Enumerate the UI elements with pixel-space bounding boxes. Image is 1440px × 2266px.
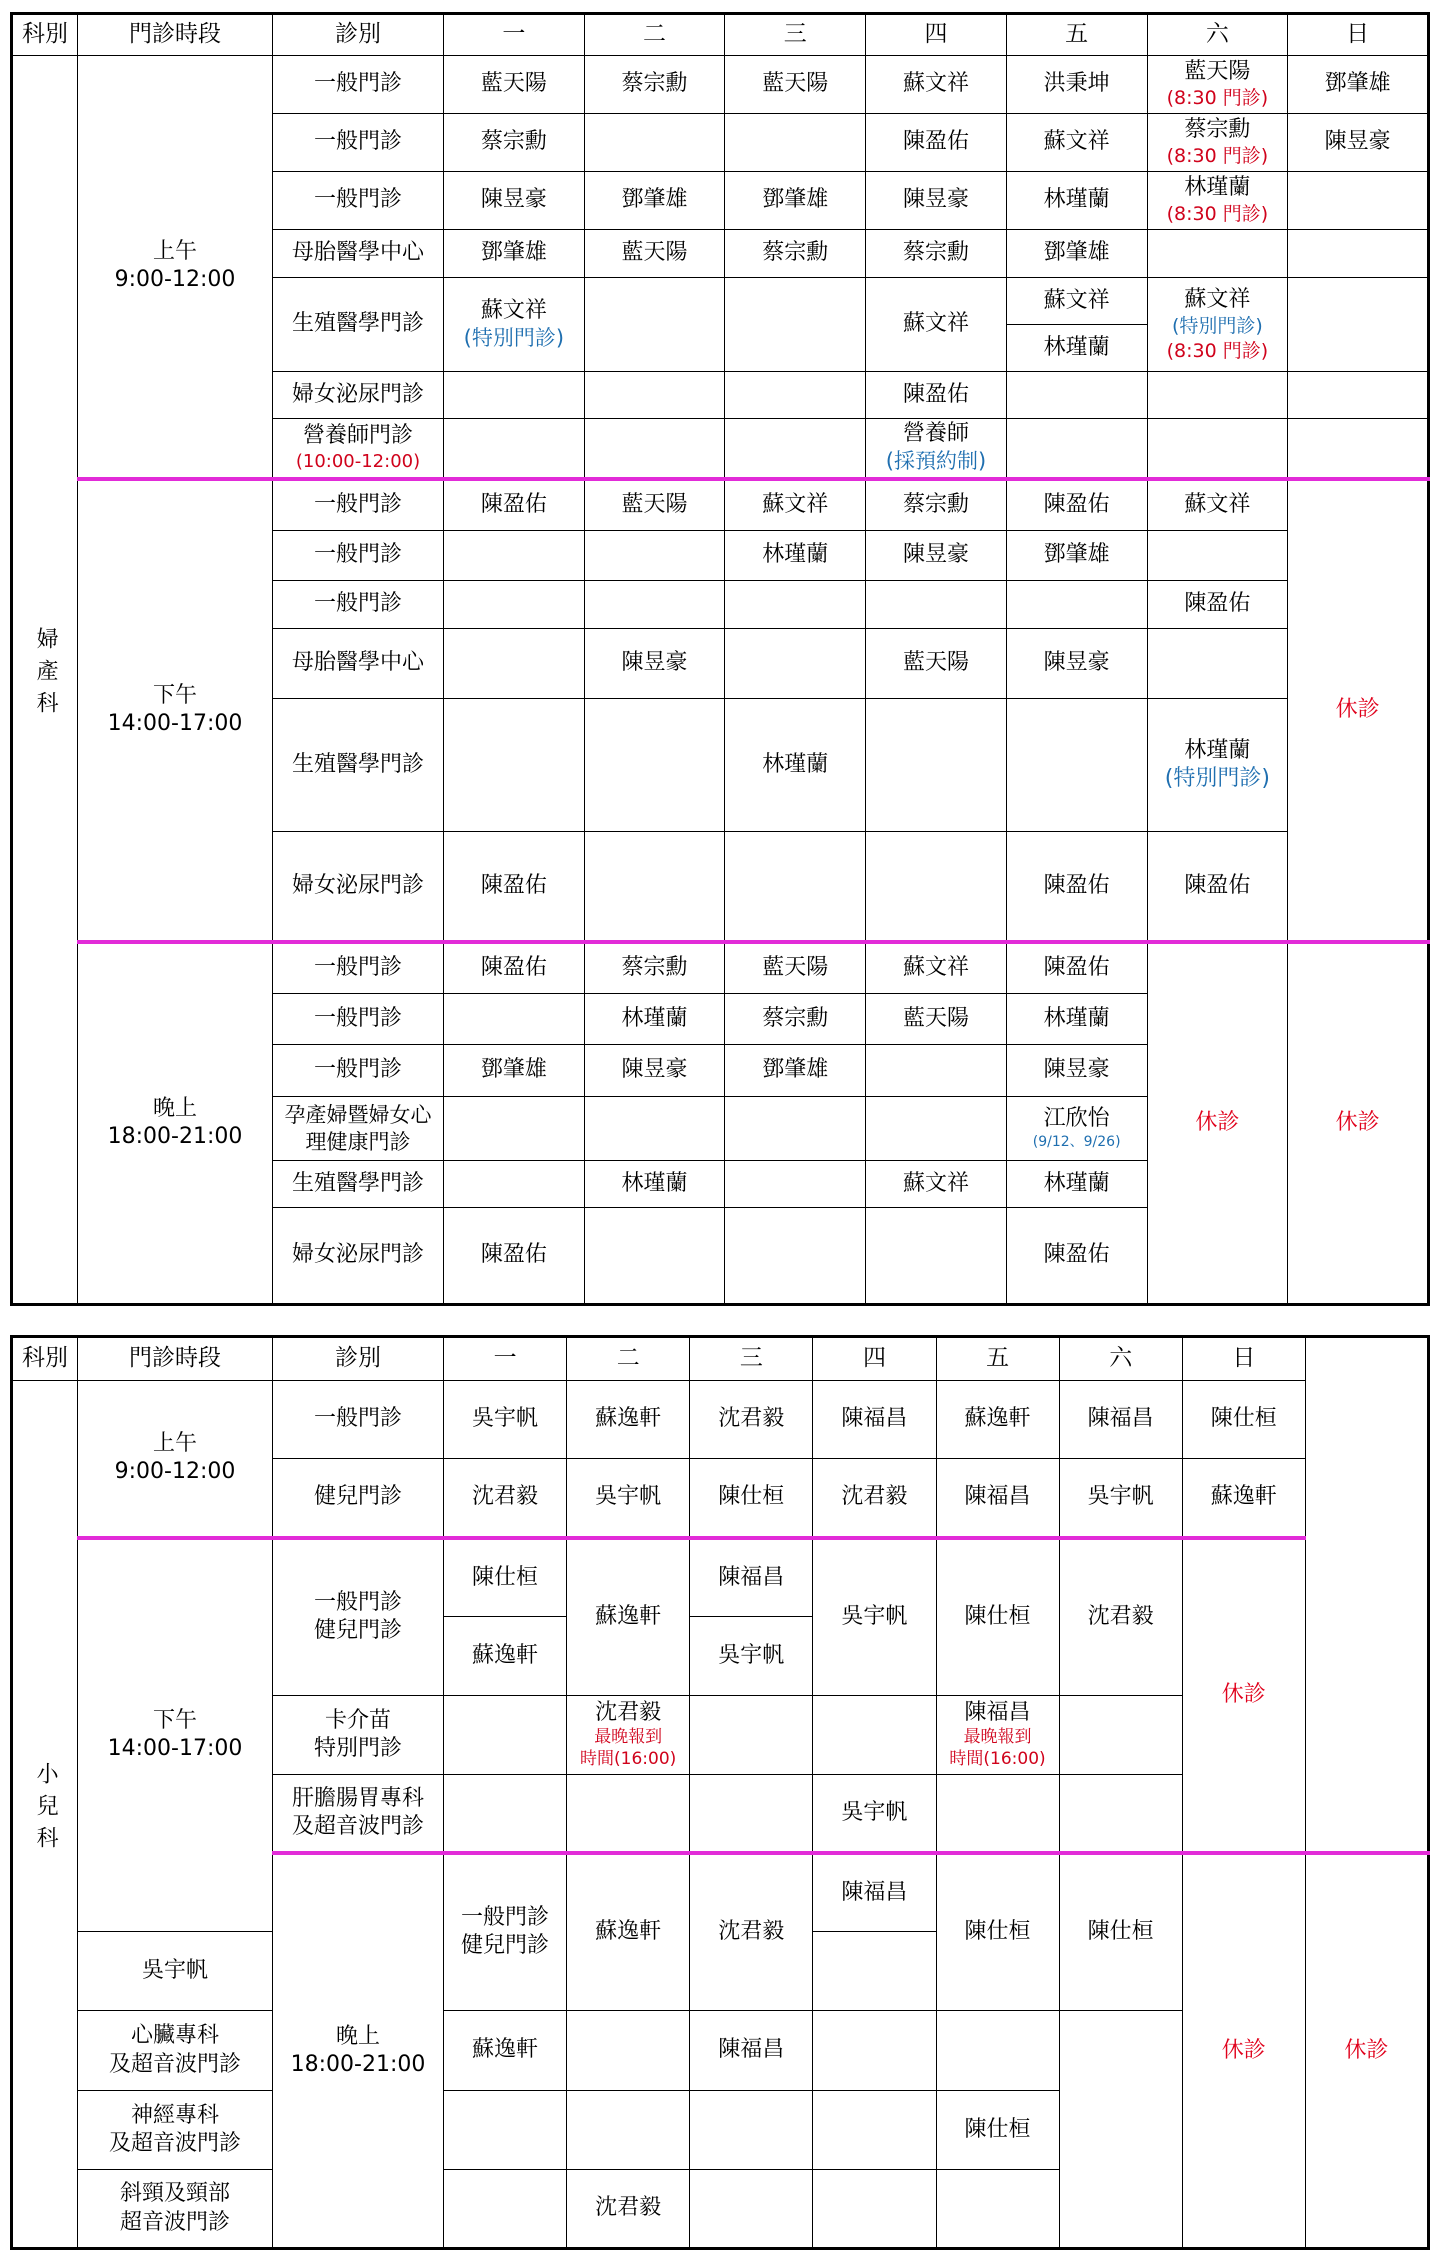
doctor-cell: 鄧肇雄 xyxy=(444,1045,585,1097)
doctor-cell xyxy=(584,531,725,581)
doctor-cell: 陳仕桓 xyxy=(936,1538,1059,1696)
doctor-cell: 蘇逸軒 xyxy=(567,1538,690,1696)
clinic-note: (8:30 門診) xyxy=(1166,339,1269,362)
doctor-cell: 陳盈佑 xyxy=(1006,479,1147,531)
doctor-cell xyxy=(725,581,866,629)
doctor-cell xyxy=(584,1097,725,1161)
doctor-cell: 林瑾蘭 xyxy=(725,699,866,832)
doctor-cell: 蘇文祥 xyxy=(866,1161,1007,1208)
doctor-cell: 藍天陽 xyxy=(866,994,1007,1045)
doctor-cell: 陳盈佑 xyxy=(1006,942,1147,994)
doctor-cell: 陳仕桓 xyxy=(444,1538,567,1617)
doctor-cell: 藍天陽 xyxy=(444,56,585,114)
clinic-name xyxy=(273,1775,444,1853)
doctor-cell xyxy=(813,2011,936,2091)
session-label: 上午 xyxy=(152,1431,197,1457)
doctor-cell xyxy=(444,372,585,419)
doctor-cell xyxy=(690,2091,813,2170)
table-row xyxy=(12,1538,1429,1617)
doctor-cell xyxy=(444,1097,585,1161)
session-hours: 18:00-21:00 xyxy=(290,2051,426,2077)
clinic-name: 婦女泌尿門診 xyxy=(273,832,444,942)
doctor-cell: 吳宇帆 xyxy=(78,1932,273,2011)
doctor-name: 林瑾蘭 xyxy=(1184,175,1251,201)
header-day-thu: 四 xyxy=(813,1337,936,1381)
clinic-note: (特別門診) xyxy=(1171,315,1263,338)
doctor-cell: 陳福昌 xyxy=(813,1381,936,1459)
doctor-cell xyxy=(866,1045,1007,1097)
dept-label: 小兒科 xyxy=(33,1761,59,1858)
doctor-cell: 蔡宗勳 xyxy=(584,56,725,114)
clinic-name: 一般門診 xyxy=(273,581,444,629)
doctor-cell xyxy=(866,699,1007,832)
doctor-cell: 蘇逸軒 xyxy=(567,1853,690,2011)
doctor-cell: 吳宇帆 xyxy=(813,1775,936,1853)
doctor-cell: 鄧肇雄 xyxy=(1006,531,1147,581)
doctor-cell xyxy=(725,278,866,372)
doctor-cell: 林瑾蘭 xyxy=(1006,994,1147,1045)
doctor-cell: 陳昱豪 xyxy=(866,531,1007,581)
doctor-cell: 陳昱豪 xyxy=(1006,1045,1147,1097)
clinic-hours-note: (10:00-12:00) xyxy=(295,451,421,473)
doctor-cell: 陳福昌 xyxy=(1059,1381,1182,1459)
header-day-sun: 日 xyxy=(1182,1337,1305,1381)
clinic-note: 最晚報到 xyxy=(963,1727,1032,1748)
table-row xyxy=(12,56,1429,114)
clinic-name: 一般門診 xyxy=(273,1381,444,1459)
doctor-name: 蘇文祥 xyxy=(1184,287,1251,313)
clinic-note: 最晚報到 xyxy=(594,1727,663,1748)
table-row xyxy=(12,1381,1429,1459)
doctor-cell xyxy=(567,2091,690,2170)
clinic-label: 斜頸及頸部 xyxy=(119,2181,230,2207)
doctor-cell xyxy=(444,2091,567,2170)
doctor-cell: 林瑾蘭 xyxy=(1006,1161,1147,1208)
doctor-cell: 蘇文祥 xyxy=(866,278,1007,372)
doctor-cell xyxy=(1006,419,1147,479)
doctor-cell: 沈君毅 xyxy=(567,2170,690,2249)
session-hours: 14:00-17:00 xyxy=(107,1736,243,1762)
header-day-tue: 二 xyxy=(567,1337,690,1381)
doctor-name: 蔡宗勳 xyxy=(1184,117,1251,143)
clinic-name xyxy=(273,1538,444,1696)
doctor-cell: 吳宇帆 xyxy=(813,1538,936,1696)
doctor-cell xyxy=(444,1161,585,1208)
header-day-sun: 日 xyxy=(1288,14,1429,56)
doctor-cell: 陳昱豪 xyxy=(866,172,1007,230)
session-hours: 18:00-21:00 xyxy=(107,1124,243,1150)
closed-cell: 休診 xyxy=(1147,942,1288,1305)
header-day-fri: 五 xyxy=(936,1337,1059,1381)
doctor-cell xyxy=(584,278,725,372)
doctor-cell xyxy=(584,419,725,479)
doctor-cell: 藍天陽 xyxy=(866,629,1007,699)
doctor-cell xyxy=(1147,629,1288,699)
doctor-cell xyxy=(866,1208,1007,1305)
doctor-cell: 蘇文祥 xyxy=(1006,278,1147,325)
session-label: 下午 xyxy=(152,1708,197,1734)
header-clinic: 診別 xyxy=(273,1337,444,1381)
clinic-name: 健兒門診 xyxy=(273,1459,444,1538)
doctor-name: 藍天陽 xyxy=(1184,59,1251,85)
doctor-cell xyxy=(813,2091,936,2170)
doctor-cell: 陳仕桓 xyxy=(1059,1853,1182,2011)
session-hours: 14:00-17:00 xyxy=(107,711,243,736)
header-day-sat: 六 xyxy=(1059,1337,1182,1381)
clinic-name xyxy=(78,2011,273,2091)
doctor-cell: 沈君毅 xyxy=(1059,1538,1182,1696)
doctor-cell: 陳盈佑 xyxy=(1147,832,1288,942)
clinic-name: 一般門診 xyxy=(273,114,444,172)
header-day-wed: 三 xyxy=(690,1337,813,1381)
clinic-label: 孕產婦暨婦女心 xyxy=(284,1102,432,1127)
doctor-name: 沈君毅 xyxy=(595,1700,662,1726)
doctor-cell xyxy=(1006,581,1147,629)
doctor-cell xyxy=(444,531,585,581)
clinic-name: 一般門診 xyxy=(273,531,444,581)
doctor-cell xyxy=(1147,172,1288,230)
doctor-cell: 蔡宗勳 xyxy=(725,994,866,1045)
header-day-mon: 一 xyxy=(444,1337,567,1381)
header-day-tue: 二 xyxy=(584,14,725,56)
doctor-cell: 鄧肇雄 xyxy=(1288,56,1429,114)
doctor-cell xyxy=(936,2170,1059,2249)
clinic-label: 卡介苗 xyxy=(324,1707,391,1733)
clinic-name: 一般門診 xyxy=(273,172,444,230)
clinic-name: 一般門診 xyxy=(273,942,444,994)
clinic-name: 婦女泌尿門診 xyxy=(273,1208,444,1305)
header-clinic: 診別 xyxy=(273,14,444,56)
doctor-cell: 吳宇帆 xyxy=(690,1617,813,1696)
table-row xyxy=(12,942,1429,994)
doctor-cell xyxy=(690,1696,813,1775)
doctor-cell: 沈君毅 xyxy=(690,1853,813,2011)
doctor-cell xyxy=(725,1161,866,1208)
clinic-name: 婦女泌尿門診 xyxy=(273,372,444,419)
doctor-cell: 陳福昌 xyxy=(936,1459,1059,1538)
clinic-name: 生殖醫學門診 xyxy=(273,699,444,832)
header-row xyxy=(12,1337,1429,1381)
closed-cell: 休診 xyxy=(1182,1853,1305,2249)
doctor-cell: 蔡宗勳 xyxy=(866,230,1007,278)
doctor-cell: 蘇文祥 xyxy=(725,479,866,531)
clinic-name: 一般門診 xyxy=(273,994,444,1045)
clinic-label: 及超音波門診 xyxy=(291,1813,424,1839)
clinic-note: (特別門診) xyxy=(463,326,565,351)
doctor-name: 陳福昌 xyxy=(964,1700,1031,1726)
doctor-cell: 鄧肇雄 xyxy=(725,1045,866,1097)
doctor-cell xyxy=(444,994,585,1045)
doctor-cell xyxy=(725,1097,866,1161)
doctor-cell: 陳昱豪 xyxy=(1288,114,1429,172)
doctor-cell: 蘇逸軒 xyxy=(1182,1459,1305,1538)
doctor-cell: 蔡宗勳 xyxy=(444,114,585,172)
doctor-cell xyxy=(1288,372,1429,419)
doctor-cell xyxy=(690,1775,813,1853)
doctor-name: 營養師 xyxy=(902,421,969,447)
doctor-cell xyxy=(866,832,1007,942)
doctor-cell: 陳盈佑 xyxy=(444,1208,585,1305)
doctor-cell xyxy=(1288,278,1429,372)
doctor-cell: 陳盈佑 xyxy=(444,832,585,942)
obgyn-schedule-table xyxy=(10,12,1430,1306)
doctor-cell xyxy=(936,1696,1059,1775)
dept-label: 婦產科 xyxy=(33,627,59,724)
clinic-name: 生殖醫學門診 xyxy=(273,278,444,372)
table-row xyxy=(12,479,1429,531)
clinic-name: 母胎醫學中心 xyxy=(273,230,444,278)
doctor-cell xyxy=(725,419,866,479)
doctor-cell xyxy=(567,2011,690,2091)
doctor-cell: 蘇逸軒 xyxy=(567,1381,690,1459)
clinic-label: 神經專科 xyxy=(130,2102,219,2128)
doctor-cell xyxy=(1288,172,1429,230)
doctor-cell: 沈君毅 xyxy=(690,1381,813,1459)
doctor-cell: 陳昱豪 xyxy=(584,629,725,699)
header-row xyxy=(12,14,1429,56)
clinic-label: 及超音波門診 xyxy=(108,2051,241,2077)
doctor-cell xyxy=(1147,278,1288,372)
header-day-sat: 六 xyxy=(1147,14,1288,56)
doctor-cell xyxy=(584,114,725,172)
doctor-cell xyxy=(813,1696,936,1775)
session-hours: 9:00-12:00 xyxy=(114,1459,236,1485)
doctor-cell: 陳盈佑 xyxy=(1006,1208,1147,1305)
session-label: 下午 xyxy=(152,682,197,708)
doctor-cell: 陳盈佑 xyxy=(1147,581,1288,629)
doctor-cell: 蔡宗勳 xyxy=(584,942,725,994)
doctor-cell xyxy=(1147,230,1288,278)
clinic-note: 時間(16:00) xyxy=(580,1749,677,1770)
doctor-cell: 吳宇帆 xyxy=(567,1459,690,1538)
doctor-cell: 蔡宗勳 xyxy=(866,479,1007,531)
clinic-note: 時間(16:00) xyxy=(949,1749,1046,1770)
doctor-cell xyxy=(444,581,585,629)
doctor-cell xyxy=(725,372,866,419)
doctor-cell: 蘇文祥 xyxy=(1147,479,1288,531)
doctor-cell xyxy=(444,629,585,699)
doctor-name: 江欣怡 xyxy=(1043,1106,1110,1132)
clinic-label: 心臟專科 xyxy=(130,2023,219,2049)
doctor-cell: 林瑾蘭 xyxy=(584,994,725,1045)
doctor-cell xyxy=(1147,419,1288,479)
clinic-label: 營養師門診 xyxy=(302,423,413,449)
clinic-name xyxy=(273,419,444,479)
doctor-cell xyxy=(444,278,585,372)
doctor-cell: 蘇文祥 xyxy=(866,56,1007,114)
doctor-cell xyxy=(1288,419,1429,479)
doctor-cell xyxy=(690,2170,813,2249)
header-day-mon: 一 xyxy=(444,14,585,56)
doctor-cell: 陳福昌 xyxy=(690,2011,813,2091)
doctor-cell: 藍天陽 xyxy=(725,942,866,994)
doctor-cell xyxy=(584,581,725,629)
header-day-fri: 五 xyxy=(1006,14,1147,56)
header-day-wed: 三 xyxy=(725,14,866,56)
doctor-cell: 林瑾蘭 xyxy=(1006,172,1147,230)
doctor-name: 林瑾蘭 xyxy=(1184,737,1251,763)
dept-cell-obgyn xyxy=(12,56,78,1305)
doctor-cell: 吳宇帆 xyxy=(1059,1459,1182,1538)
session-cell xyxy=(78,1538,273,1932)
clinic-name xyxy=(78,2170,273,2249)
doctor-cell xyxy=(1059,1775,1182,1853)
session-cell xyxy=(78,479,273,942)
doctor-cell xyxy=(725,832,866,942)
doctor-cell xyxy=(1006,1097,1147,1161)
doctor-cell xyxy=(725,114,866,172)
doctor-cell xyxy=(725,1208,866,1305)
header-dept: 科別 xyxy=(12,14,78,56)
doctor-cell xyxy=(444,2170,567,2249)
doctor-cell xyxy=(813,2170,936,2249)
doctor-cell xyxy=(1147,114,1288,172)
doctor-cell: 陳盈佑 xyxy=(866,114,1007,172)
doctor-cell: 吳宇帆 xyxy=(444,1381,567,1459)
doctor-cell: 陳福昌 xyxy=(813,1853,936,1932)
doctor-cell xyxy=(584,832,725,942)
session-cell xyxy=(78,1381,273,1538)
peds-schedule-table xyxy=(10,1335,1430,2250)
doctor-cell: 洪秉坤 xyxy=(1006,56,1147,114)
doctor-cell: 陳昱豪 xyxy=(1006,629,1147,699)
doctor-cell: 蘇逸軒 xyxy=(444,2011,567,2091)
doctor-cell xyxy=(936,1775,1059,1853)
doctor-cell xyxy=(444,699,585,832)
doctor-cell: 陳盈佑 xyxy=(866,372,1007,419)
doctor-cell: 藍天陽 xyxy=(584,230,725,278)
doctor-cell: 陳仕桓 xyxy=(936,1853,1059,2011)
clinic-name: 生殖醫學門診 xyxy=(273,1161,444,1208)
doctor-cell: 藍天陽 xyxy=(584,479,725,531)
header-dept: 科別 xyxy=(12,1337,78,1381)
clinic-name xyxy=(273,1097,444,1161)
doctor-cell: 陳昱豪 xyxy=(444,172,585,230)
doctor-cell xyxy=(1147,531,1288,581)
doctor-cell: 陳福昌 xyxy=(690,1538,813,1617)
clinic-note: (8:30 門診) xyxy=(1166,87,1269,110)
doctor-name: 蘇文祥 xyxy=(480,297,547,323)
clinic-label: 健兒門診 xyxy=(461,1933,550,1959)
clinic-note: (採預約制) xyxy=(885,449,987,474)
doctor-cell: 蘇文祥 xyxy=(866,942,1007,994)
header-period: 門診時段 xyxy=(78,14,273,56)
doctor-cell: 陳盈佑 xyxy=(444,479,585,531)
doctor-cell: 鄧肇雄 xyxy=(584,172,725,230)
doctor-cell: 陳仕桓 xyxy=(690,1459,813,1538)
doctor-cell xyxy=(444,419,585,479)
clinic-name: 一般門診 xyxy=(273,56,444,114)
doctor-cell xyxy=(1147,699,1288,832)
header-day-thu: 四 xyxy=(866,14,1007,56)
doctor-cell xyxy=(567,1775,690,1853)
session-cell xyxy=(273,1853,444,2249)
clinic-note: (8:30 門診) xyxy=(1166,203,1269,226)
doctor-cell xyxy=(1288,230,1429,278)
clinic-label: 肝膽腸胃專科 xyxy=(291,1785,424,1811)
clinic-label: 及超音波門診 xyxy=(108,2131,241,2156)
doctor-cell xyxy=(1006,699,1147,832)
header-period: 門診時段 xyxy=(78,1337,273,1381)
clinic-label: 健兒門診 xyxy=(313,1618,402,1644)
doctor-cell xyxy=(444,1775,567,1853)
doctor-cell xyxy=(1147,372,1288,419)
doctor-cell: 陳盈佑 xyxy=(1006,832,1147,942)
clinic-label: 超音波門診 xyxy=(119,2209,230,2235)
session-label: 晚上 xyxy=(335,2023,380,2049)
doctor-cell xyxy=(725,629,866,699)
doctor-cell xyxy=(1059,1696,1182,1775)
closed-cell: 休診 xyxy=(1305,1853,1428,2249)
doctor-cell: 鄧肇雄 xyxy=(725,172,866,230)
doctor-cell xyxy=(584,699,725,832)
doctor-cell: 蔡宗勳 xyxy=(725,230,866,278)
session-hours: 9:00-12:00 xyxy=(114,267,236,293)
doctor-cell: 林瑾蘭 xyxy=(725,531,866,581)
session-cell xyxy=(78,942,273,1305)
doctor-cell xyxy=(1147,56,1288,114)
doctor-cell: 蘇文祥 xyxy=(1006,114,1147,172)
closed-cell: 休診 xyxy=(1288,479,1429,942)
session-cell xyxy=(78,56,273,479)
dept-cell-peds xyxy=(12,1381,78,2249)
doctor-cell: 林瑾蘭 xyxy=(1006,325,1147,372)
doctor-cell: 陳昱豪 xyxy=(584,1045,725,1097)
doctor-cell: 陳仕桓 xyxy=(1182,1381,1305,1459)
clinic-name xyxy=(444,1853,567,2011)
doctor-cell: 沈君毅 xyxy=(813,1459,936,1538)
doctor-cell xyxy=(584,372,725,419)
clinic-name: 一般門診 xyxy=(273,1045,444,1097)
doctor-cell xyxy=(1006,372,1147,419)
doctor-cell xyxy=(866,581,1007,629)
doctor-cell: 鄧肇雄 xyxy=(1006,230,1147,278)
clinic-label: 一般門診 xyxy=(313,1590,402,1616)
doctor-cell: 藍天陽 xyxy=(725,56,866,114)
clinic-label: 特別門診 xyxy=(313,1736,402,1761)
doctor-cell xyxy=(584,1208,725,1305)
clinic-label: 理健康門診 xyxy=(305,1129,411,1154)
doctor-cell: 蘇逸軒 xyxy=(444,1617,567,1696)
doctor-cell: 陳盈佑 xyxy=(444,942,585,994)
session-label: 晚上 xyxy=(152,1096,197,1122)
doctor-cell: 沈君毅 xyxy=(444,1459,567,1538)
doctor-cell xyxy=(567,1696,690,1775)
clinic-name xyxy=(78,2091,273,2170)
clinic-note: (8:30 門診) xyxy=(1166,145,1269,168)
doctor-cell xyxy=(866,419,1007,479)
clinic-name: 母胎醫學中心 xyxy=(273,629,444,699)
clinic-name xyxy=(273,1696,444,1775)
clinic-name: 一般門診 xyxy=(273,479,444,531)
doctor-cell: 蘇逸軒 xyxy=(936,1381,1059,1459)
doctor-cell xyxy=(866,1097,1007,1161)
closed-cell: 休診 xyxy=(1182,1538,1305,1853)
clinic-note: (9/12、9/26) xyxy=(1032,1133,1121,1150)
doctor-cell xyxy=(444,1696,567,1775)
clinic-label: 一般門診 xyxy=(461,1905,550,1931)
session-label: 上午 xyxy=(152,239,197,265)
doctor-cell xyxy=(936,2011,1059,2091)
doctor-cell: 林瑾蘭 xyxy=(584,1161,725,1208)
closed-cell: 休診 xyxy=(1288,942,1429,1305)
doctor-cell: 鄧肇雄 xyxy=(444,230,585,278)
clinic-note: (特別門診) xyxy=(1164,766,1270,791)
doctor-cell: 陳仕桓 xyxy=(936,2091,1059,2170)
